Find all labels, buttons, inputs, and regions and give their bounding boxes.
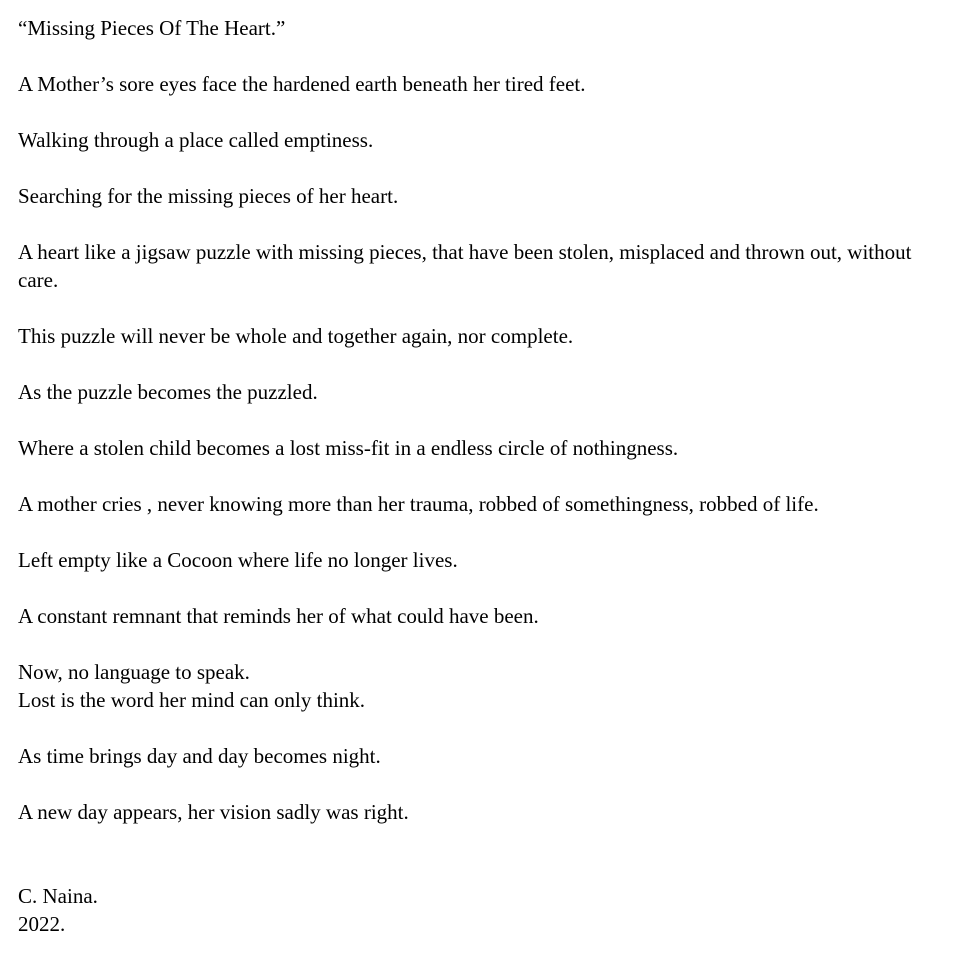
spacer [18,630,944,658]
spacer [18,210,944,238]
stanza: A constant remnant that reminds her of what could have been. [18,604,539,628]
spacer [18,98,944,126]
spacer [18,770,944,798]
spacer [18,42,944,70]
closing-line: A new day appears, her vision sadly was right. [18,800,409,824]
author-name: C. Naina. [18,884,98,908]
spacer [18,294,944,322]
stanza: As the puzzle becomes the puzzled. [18,380,318,404]
couplet-line: Lost is the word her mind can only think. [18,688,366,712]
spacer [18,462,944,490]
stanza: Where a stolen child becomes a lost miss-fit in a endless circle of nothingness. [18,436,679,460]
poem-title: “Missing Pieces Of The Heart.” [18,16,286,40]
spacer [18,826,944,882]
couplet-line: Now, no language to speak. [18,660,250,684]
stanza: Walking through a place called emptiness. [18,128,374,152]
closing-line: As time brings day and day becomes night. [18,744,381,768]
stanza: Searching for the missing pieces of her heart. [18,184,399,208]
poem-year: 2022. [18,912,66,936]
stanza: This puzzle will never be whole and together again, nor complete. [18,324,574,348]
spacer [18,406,944,434]
spacer [18,574,944,602]
stanza: A mother cries , never knowing more than her trauma, robbed of somethingness, robbed of life. [18,492,819,516]
spacer [18,714,944,742]
spacer [18,350,944,378]
stanza: Left empty like a Cocoon where life no longer lives. [18,548,458,572]
stanza: A Mother’s sore eyes face the hardened earth beneath her tired feet. [18,72,586,96]
spacer [18,154,944,182]
spacer [18,518,944,546]
stanza: A heart like a jigsaw puzzle with missing pieces, that have been stolen, misplaced and thrown out, without care. [18,240,912,292]
